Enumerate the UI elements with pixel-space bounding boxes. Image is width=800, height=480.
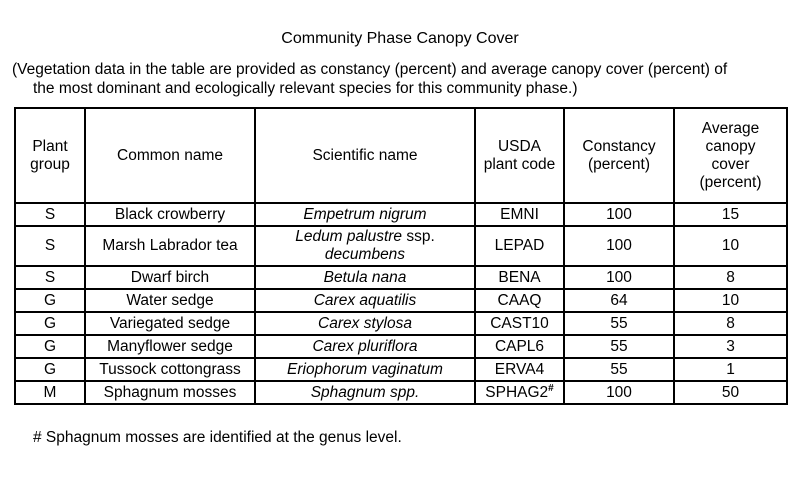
header-cover-line-4: (percent) [699, 173, 762, 191]
header-common-name: Common name [85, 108, 255, 203]
cell-scientific-name: Betula nana [255, 266, 475, 289]
cell-scientific-name: Empetrum nigrum [255, 203, 475, 226]
cell-canopy-cover: 1 [674, 358, 787, 381]
usda-code-text: SPHAG2 [485, 383, 549, 401]
header-cover-line-2: canopy [705, 137, 756, 155]
table-row [15, 312, 787, 335]
cell-constancy: 100 [564, 226, 674, 266]
cell-canopy-cover: 8 [674, 312, 787, 335]
scientific-name-subspecies: decumbens [324, 246, 406, 263]
header-row [15, 108, 787, 203]
table-row [15, 266, 787, 289]
header-usda-code [475, 108, 564, 203]
cell-plant-group: G [15, 289, 85, 312]
header-constancy-line-1: Constancy [582, 137, 656, 155]
cell-usda-code: EMNI [475, 203, 564, 226]
cell-plant-group: S [15, 226, 85, 266]
header-plant-group-line-2: group [30, 155, 70, 173]
cell-canopy-cover: 50 [674, 381, 787, 404]
header-cover-line-3: cover [711, 155, 750, 173]
cell-common-name: Variegated sedge [85, 312, 255, 335]
cell-usda-code: BENA [475, 266, 564, 289]
cell-constancy: 100 [564, 266, 674, 289]
cell-constancy: 100 [564, 381, 674, 404]
cell-canopy-cover: 10 [674, 226, 787, 266]
header-plant-group [15, 108, 85, 203]
cell-common-name: Sphagnum mosses [85, 381, 255, 404]
cell-plant-group: G [15, 312, 85, 335]
table-footnote: # Sphagnum mosses are identified at the genus level. [33, 429, 402, 446]
description-line-2: the most dominant and ecologically relevant species for this community phase.) [33, 80, 578, 97]
cell-scientific-name: Eriophorum vaginatum [255, 358, 475, 381]
scientific-name-rank: ssp. [402, 228, 435, 245]
header-scientific-name: Scientific name [255, 108, 475, 203]
table-title: Community Phase Canopy Cover [281, 30, 519, 47]
cell-scientific-name: Carex pluriflora [255, 335, 475, 358]
cell-usda-code: LEPAD [475, 226, 564, 266]
cell-plant-group: S [15, 203, 85, 226]
cell-usda-code: CAPL6 [475, 335, 564, 358]
cell-scientific-name: Carex stylosa [255, 312, 475, 335]
cell-constancy: 100 [564, 203, 674, 226]
cell-common-name: Water sedge [85, 289, 255, 312]
cell-common-name: Manyflower sedge [85, 335, 255, 358]
cell-canopy-cover: 8 [674, 266, 787, 289]
canopy-cover-table [14, 107, 788, 405]
cell-usda-code: ERVA4 [475, 358, 564, 381]
cell-plant-group: M [15, 381, 85, 404]
cell-constancy: 64 [564, 289, 674, 312]
header-canopy-cover [674, 108, 787, 203]
cell-canopy-cover: 15 [674, 203, 787, 226]
cell-usda-code [475, 381, 564, 404]
table-row [15, 289, 787, 312]
header-usda-line-2: plant code [483, 155, 556, 173]
footnote-marker: # [548, 382, 554, 394]
table-row [15, 203, 787, 226]
cell-canopy-cover: 10 [674, 289, 787, 312]
cell-constancy: 55 [564, 335, 674, 358]
cell-plant-group: G [15, 358, 85, 381]
table-row [15, 358, 787, 381]
cell-usda-code: CAST10 [475, 312, 564, 335]
table-description [12, 60, 797, 98]
cell-common-name: Tussock cottongrass [85, 358, 255, 381]
header-constancy [564, 108, 674, 203]
cell-constancy: 55 [564, 358, 674, 381]
cell-constancy: 55 [564, 312, 674, 335]
cell-common-name: Black crowberry [85, 203, 255, 226]
description-line-1: (Vegetation data in the table are provided as constancy (percent) and average canopy cover (percent) of [12, 61, 728, 78]
header-usda-line-1: USDA [497, 137, 542, 155]
cell-common-name: Marsh Labrador tea [85, 226, 255, 266]
cell-canopy-cover: 3 [674, 335, 787, 358]
cell-scientific-name [255, 226, 475, 266]
cell-scientific-name: Sphagnum spp. [255, 381, 475, 404]
table-row [15, 226, 787, 266]
cell-common-name: Dwarf birch [85, 266, 255, 289]
cell-plant-group: G [15, 335, 85, 358]
cell-usda-code: CAAQ [475, 289, 564, 312]
table-row [15, 381, 787, 404]
scientific-name-genus-species: Ledum palustre [295, 228, 403, 245]
header-cover-line-1: Average [701, 119, 760, 137]
table-row [15, 335, 787, 358]
cell-scientific-name: Carex aquatilis [255, 289, 475, 312]
header-constancy-line-2: (percent) [587, 155, 651, 173]
header-plant-group-line-1: Plant [32, 137, 68, 155]
cell-plant-group: S [15, 266, 85, 289]
